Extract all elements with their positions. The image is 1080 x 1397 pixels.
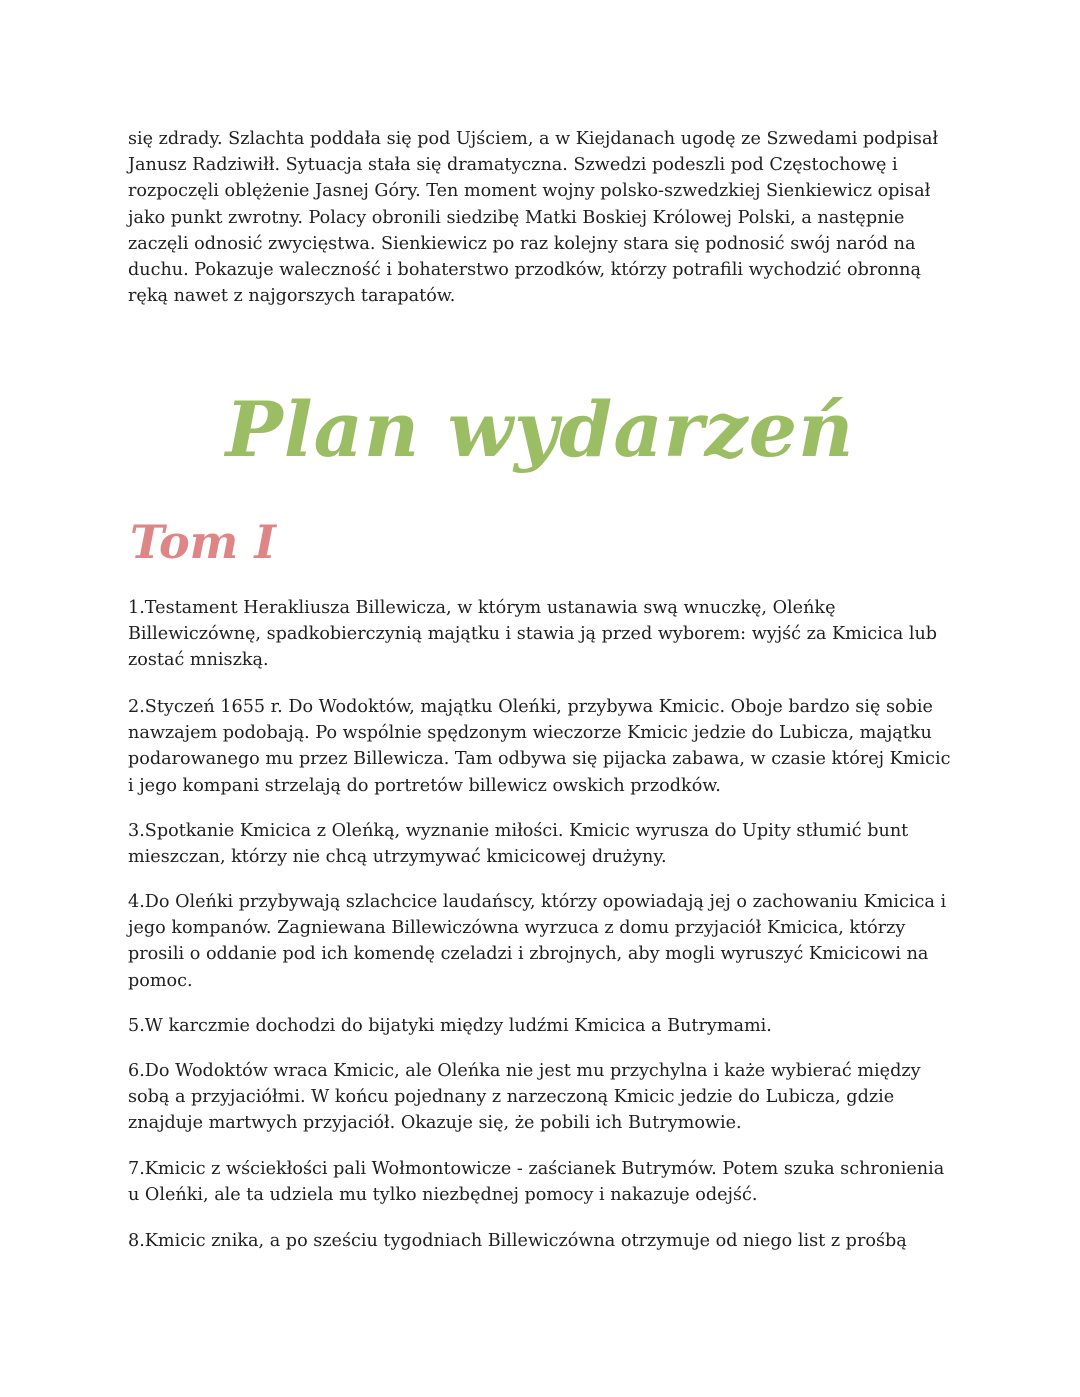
event-item: 6.Do Wodoktów wraca Kmicic, ale Oleńka nie jest mu przychylna i każe wybierać między sobą a przyjaciółmi. W końcu pojednany z narzeczoną Kmicic jedzie do Lubicza, gdzie znajduje martwych przyjaciół. Okazuje się, że pobili ich Butrymowie. <box>128 1061 921 1134</box>
event-item: 4.Do Oleńki przybywają szlachcice laudańscy, którzy opowiadają jej o zachowaniu Kmicica i jego kompanów. Zagniewana Billewiczówna wyrzuca z domu przyjaciół Kmicica, którzy prosili o oddanie pod ich komendę czeladzi i zbrojnych, aby mogli wyruszyć Kmicicowi na pomoc. <box>128 892 947 991</box>
event-item: 5.W karczmie dochodzi do bijatyki między ludźmi Kmicica a Butrymami. <box>128 1016 772 1036</box>
event-item: 2.Styczeń 1655 r. Do Wodoktów, majątku Oleńki, przybywa Kmicic. Oboje bardzo się sobie nawzajem podobają. Po wspólnie spędzonym wieczorze Kmicic jedzie do Lubicza, majątku podarowanego mu przez Billewicza. Tam odbywa się pijacka zabawa, w czasie której Kmicic i jego kompani strzelają do portretów billewicz owskich przodków. <box>128 697 951 796</box>
page-title: Plan wydarzeń <box>225 385 855 474</box>
event-item: 3.Spotkanie Kmicica z Oleńką, wyznanie miłości. Kmicic wyrusza do Upity stłumić bunt mieszczan, którzy nie chcą utrzymywać kmicicowej drużyny. <box>128 821 909 868</box>
intro-paragraph: się zdrady. Szlachta poddała się pod Ujściem, a w Kiejdanach ugodę ze Szwedami podpisał Janusz Radziwiłł. Sytuacja stała się dramatyczna. Szwedzi podeszli pod Częstochowę i rozpoczęli oblężenie Jasnej Góry. Ten moment wojny polsko-szwedzkiej Sienkiewicz opisał jako punkt zwrotny. Polacy obronili siedzibę Matki Boskiej Królowej Polski, a następnie zaczęli odnosić zwycięstwa. Sienkiewicz po raz kolejny stara się podnosić swój naród na duchu. Pokazuje waleczność i bohaterstwo przodków, którzy potrafili wychodzić obronną ręką nawet z najgorszych tarapatów. <box>128 129 939 307</box>
event-item: 8.Kmicic znika, a po sześciu tygodniach Billewiczówna otrzymuje od niego list z prośbą <box>128 1231 907 1251</box>
section-title: Tom I <box>130 515 276 569</box>
event-item: 7.Kmicic z wściekłości pali Wołmontowicze - zaścianek Butrymów. Potem szuka schronienia u Oleńki, ale ta udziela mu tylko niezbędnej pomocy i nakazuje odejść. <box>128 1159 945 1206</box>
event-item: 1.Testament Herakliusza Billewicza, w którym ustanawia swą wnuczkę, Oleńkę Billewiczównę, spadkobierczynią majątku i stawia ją przed wyborem: wyjść za Kmicica lub zostać mniszką. <box>128 598 938 671</box>
